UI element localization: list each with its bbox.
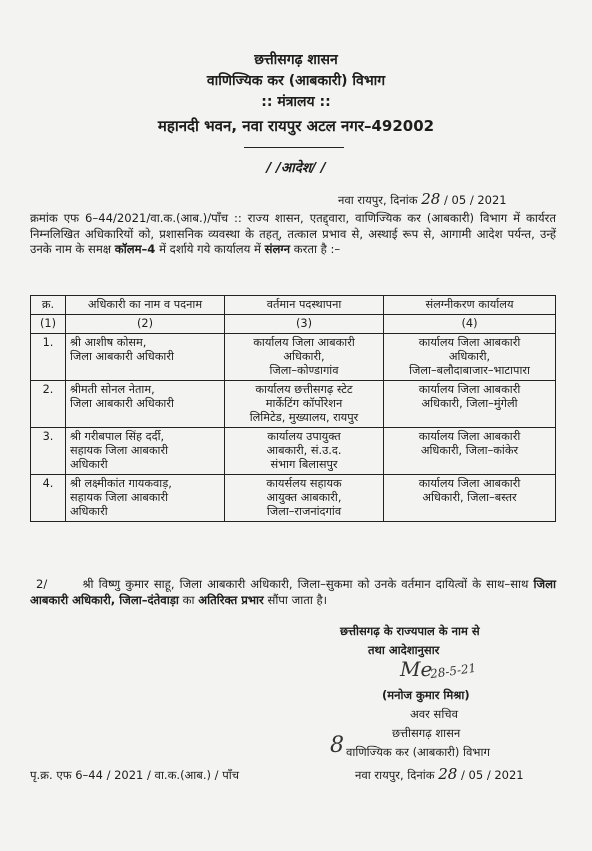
attached-line: अधिकारी, जिला–बस्तर <box>422 491 517 504</box>
col-number: (4) <box>384 315 556 334</box>
officer-designation: अधिकारी <box>70 458 108 471</box>
signatory-government: छत्तीसगढ़ शासन <box>392 726 461 740</box>
table-row <box>31 381 556 428</box>
footer-date <box>355 765 524 783</box>
header-department: वाणिज्यिक कर (आबकारी) विभाग <box>206 73 386 89</box>
col-number: (3) <box>225 315 384 334</box>
paragraph-2 <box>30 577 556 608</box>
officer-designation: अधिकारी <box>70 505 108 518</box>
table-number-row <box>31 315 556 334</box>
signatory-designation: अवर सचिव <box>410 707 458 721</box>
para2-text-1: श्री विष्णु कुमार साहू, जिला आबकारी अधिकारी, जिला–सुकमा को उनके वर्तमान दायित्वों के साथ–साथ <box>82 577 529 591</box>
posting-line: लिमिटेड, मुख्यालय, रायपुर <box>249 411 359 424</box>
row-current-posting <box>225 334 384 381</box>
para2-number: 2/ <box>36 577 48 591</box>
officer-name: श्रीमती सोनल नेताम, <box>70 383 155 396</box>
row-sn: 2. <box>31 381 66 428</box>
officer-name: श्री लक्ष्मीकांत गायकवाड़, <box>70 477 172 490</box>
posting-line: कायर्सलय सहायक <box>266 477 342 490</box>
header-attached-office: संलग्नीकरण कार्यालय <box>384 296 556 315</box>
signature-mark: Me <box>400 657 433 681</box>
row-sn: 3. <box>31 428 66 475</box>
officer-name: श्री आशीष कोसम, <box>70 336 147 349</box>
row-current-posting <box>225 381 384 428</box>
table-header-row <box>31 296 556 315</box>
header-sn: क्र. <box>31 296 66 315</box>
row-officer <box>66 428 225 475</box>
intro-bold-attached: संलग्न <box>264 242 290 256</box>
signatory-name: (मनोज कुमार मिश्रा) <box>382 688 470 702</box>
header-officer: अधिकारी का नाम व पदनाम <box>66 296 225 315</box>
posting-line: मार्केटिंग कॉर्पोरेशन <box>265 397 343 410</box>
posting-line: जिला–राजनांदगांव <box>266 505 342 518</box>
header-address: महानदी भवन, नवा रायपुर अटल नगर–492002 <box>157 117 435 135</box>
posting-line: अधिकारी, <box>283 350 325 363</box>
intro-text-3: करता है :– <box>293 242 341 256</box>
table-row <box>31 334 556 381</box>
signatory-department: वाणिज्यिक कर (आबकारी) विभाग <box>346 745 490 759</box>
officer-designation: सहायक जिला आबकारी <box>70 491 169 504</box>
footer-date-suffix: / 05 / 2021 <box>461 768 524 782</box>
row-officer <box>66 334 225 381</box>
posting-line: आबकारी, सं.उ.द. <box>266 444 342 457</box>
footer-date-prefix: नवा रायपुर, दिनांक <box>355 768 435 782</box>
intro-text-2: में दर्शाये गये कार्यालय में <box>159 242 261 256</box>
footer-reference: पृ.क्र. एफ 6–44 / 2021 / वा.क.(आब.) / पाँच <box>30 768 240 782</box>
date-prefix: नवा रायपुर, दिनांक <box>338 193 418 207</box>
intro-paragraph <box>30 211 556 258</box>
attached-line: कार्यालय जिला आबकारी <box>418 477 521 490</box>
para2-bold-charge: जिला आबकारी अधिकारी, जिला–दंतेवाड़ा <box>30 577 556 607</box>
posting-line: संभाग बिलासपुर <box>270 458 338 471</box>
header-government: छत्तीसगढ़ शासन <box>254 52 338 68</box>
row-officer <box>66 381 225 428</box>
officer-designation: जिला आबकारी अधिकारी <box>70 397 174 410</box>
header-divider <box>244 147 344 148</box>
date-day: 28 <box>421 190 441 208</box>
date-line <box>338 190 507 208</box>
attached-line: अधिकारी, <box>448 350 491 363</box>
para2-text-2: का <box>182 592 195 607</box>
signoff-line-2: तथा आदेशानुसार <box>368 643 440 657</box>
order-title: / /आदेश/ / <box>266 160 326 176</box>
header-current-posting: वर्तमान पदस्थापना <box>225 296 384 315</box>
row-attached-office <box>384 428 556 475</box>
intro-bold-column: कॉलम–4 <box>114 242 156 256</box>
col-number: (2) <box>66 315 225 334</box>
col-number: (1) <box>31 315 66 334</box>
table-row <box>31 475 556 522</box>
attachment-table <box>30 295 556 522</box>
row-attached-office <box>384 381 556 428</box>
officer-name: श्री गरीबपाल सिंह दर्दी, <box>70 430 165 443</box>
row-sn: 1. <box>31 334 66 381</box>
attached-line: कार्यालय जिला आबकारी <box>418 383 521 396</box>
footer-date-day: 28 <box>438 765 458 783</box>
signature-date: 28-5-21 <box>429 660 478 682</box>
para2-text-3: सौंपा जाता है। <box>267 592 328 607</box>
attached-line: अधिकारी, जिला–मुंगेली <box>421 397 518 410</box>
row-current-posting <box>225 428 384 475</box>
intro-text-1: क्रमांक एफ 6–44/2021/वा.क.(आब.)/पाँच :: राज्य शासन, एतद्द्वारा, वाणिज्यिक कर (आबकारी) विभाग में कार्यरत निम्नलिखित अधिकारियों को, प्रशासनिक व्यवस्था के तहत्, तत्काल प्रभाव से, अस्थाई रूप से, आगामी आदेश पर्यन्त, उन्हें उनके नाम के समक्ष <box>30 211 556 256</box>
officer-designation: जिला आबकारी अधिकारी <box>70 350 174 363</box>
initial-mark: 8 <box>330 733 344 758</box>
posting-line: आयुक्त आबकारी, <box>266 491 342 504</box>
signoff-line-1: छत्तीसगढ़ के राज्यपाल के नाम से <box>340 624 480 638</box>
header-ministry: :: मंत्रालय :: <box>261 94 331 110</box>
attached-line: जिला–बलौदाबाजार–भाटापारा <box>409 364 530 377</box>
attached-line: अधिकारी, जिला–कांकेर <box>420 444 519 457</box>
row-attached-office <box>384 475 556 522</box>
posting-line: कार्यालय उपायुक्त <box>267 430 341 443</box>
para2-bold-additional: अतिरिक्त प्रभार <box>198 592 264 607</box>
table-row <box>31 428 556 475</box>
attached-line: कार्यालय जिला आबकारी <box>418 430 521 443</box>
attached-line: कार्यालय जिला आबकारी <box>418 336 521 349</box>
posting-line: कार्यालय छत्तीसगढ़ स्टेट <box>255 383 353 396</box>
date-suffix: / 05 / 2021 <box>444 193 507 207</box>
row-attached-office <box>384 334 556 381</box>
row-sn: 4. <box>31 475 66 522</box>
posting-line: जिला–कोण्डागांव <box>269 364 339 377</box>
row-current-posting <box>225 475 384 522</box>
posting-line: कार्यालय जिला आबकारी <box>253 336 355 349</box>
row-officer <box>66 475 225 522</box>
officer-designation: सहायक जिला आबकारी <box>70 444 169 457</box>
